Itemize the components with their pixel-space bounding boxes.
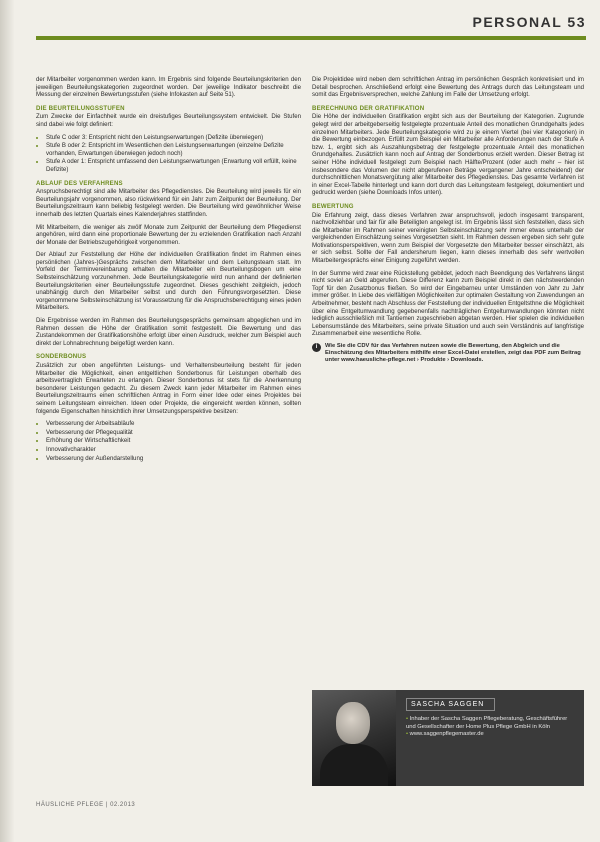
author-bullet: • Inhaber der Sascha Saggen Pflegeberatung, Geschäftsführer und Gesellschafter der Home Plus Pflege GmbH in Köln <box>406 716 578 731</box>
page-binding-shadow <box>0 0 14 842</box>
beurteilungsstufen-text: Zum Zwecke der Einfachheit wurde ein dreistufiges Beurteilungssystem entwickelt. Die Stufen sind dabei wie folgt definiert: <box>36 113 301 128</box>
list-item: • Stufe B oder 2: Entspricht im Wesentlichen den Leistungserwartungen (einzelne Defizite vorhanden, Erwartungen überwiegen jedoch noch) <box>46 142 301 157</box>
author-box <box>312 690 584 786</box>
ablauf-paragraph-3: Der Ablauf zur Feststellung der Höhe der individuellen Gratifikation findet im Rahmen eines persönlichen (Jahres-)Gesprächs zwischen dem Mitarbeiter und dem Leitungsteam statt. Im Vorfeld der Terminvereinbarung erhalten die Mitarbeiter ein Beurteilungsbogen um eine Selbsteinschätzung vorzunehmen. Jede Beurteilungskategorie wird nun anhand der definierten Beurteilungskriterien einer Beurteilungsstufe zugeordnet. Dieses geschieht zeitgleich, jedoch unabhängig durch den Mitarbeiter selbst und durch den Führungsvorgesetzten. Diese vorgenommene Selbsteinschätzung ist Voraussetzung für die Anspruchsberechtigung eines jeden Mitarbeiters. <box>36 251 301 312</box>
right-intro-paragraph: Die Projektidee wird neben dem schriftlichen Antrag im persönlichen Gespräch konkretisiert und im Detail besprochen. Anschließend erfolgt eine Bewertung des Antrags durch das Leitungsteam und somit das Ergebnisversprechen, welche Zahlung im Falle der Umsetzung erfolgt. <box>312 76 584 99</box>
section-heading-ablauf: ABLAUF DES VERFAHRENS <box>36 179 123 187</box>
berechnung-text: Die Höhe der individuellen Gratifikation ergibt sich aus der Beurteilung der Kategorien. Zugrunde gelegt wird der arbeitgeberseitig festgelegte prozentuale Anteil des monatlichen Grundgehalts jedes einzelnen Mitarbeiters. Jede Beurteilungskategorie wird zu je einem Viertel (bei vier Kategorien) in die Bewertung einbezogen. Erfüllt zum Beispiel ein Mitarbeiter alle Anforderungen nach der Stufe A bzw. 1, ergibt sich als Auszahlungsbetrag der festgelegte prozentuale Anteil des monatlichen Grundgehaltes. Zusätzlich kann noch auf Antrag der Sonderbonus erzielt werden. Dieser Betrag ist seiner Höhe individuell festgelegt zum Beispiel nach Hälfte/Prozent (oder auch mehr – hier ist insbesondere das Volumen der nicht abgerufenen Beträge vergangener Jahre entscheidend) der durchschnittlichen Monatsvergütung aller Mitarbeiter des Pflegedienstes. Das gesamte Verfahren ist in einer Excel-Tabelle hinterlegt und kann dort durch das Leitungsteam festgelegt, dokumentiert und gedruckt werden (siehe Downloads Infos unten). <box>312 113 584 197</box>
ablauf-paragraph-4: Die Ergebnisse werden im Rahmen des Beurteilungsgesprächs gemeinsam abgeglichen und im Rahmen dessen die Höhe der Gratifikation somit festgestellt. Die Bewertung und das Zustandekommen der Gratifikationshöhe erfolgt über einen Ausdruck, welcher zum Beispiel auch direkt der Lohnabrechnung beigefügt werden kann. <box>36 317 301 347</box>
ablauf-paragraph-2: Mit Mitarbeitern, die weniger als zwölf Monate zum Zeitpunkt der Beurteilung dem Pflegedienst angehören, wird dann eine proportionale Bewertung der zu erzielenden Gratifikation nach Anzahl der Monate der Betriebszugehörigkeit vorgenommen. <box>36 223 301 246</box>
download-tip <box>312 343 584 365</box>
list-item: • Verbesserung der Außendarstellung <box>46 455 301 463</box>
list-item: • Erhöhung der Wirtschaftlichkeit <box>46 437 301 445</box>
author-info <box>396 690 584 786</box>
info-icon: i <box>312 343 321 352</box>
ablauf-paragraph-1: Anspruchsberechtigt sind alle Mitarbeiter des Pflegedienstes. Die Beurteilung wird jeweils für ein Beurteilungsjahr vorgenommen, also rückwirkend für ein Jahr zum Zeitpunkt der Beurteilung. Der Beurteilungszeitraum kann beliebig festgelegt werden. Die Beurteilung wird gewöhnlicher Weise innerhalb des letzten Quartals eines Kalenderjahres stattfinden. <box>36 188 301 218</box>
author-website-link[interactable]: • www.saggenpflegemaster.de <box>406 731 578 739</box>
section-heading-beurteilungsstufen: DIE BEURTEILUNGSSTUFEN <box>36 104 125 112</box>
bewertung-paragraph-1: Die Erfahrung zeigt, dass dieses Verfahren zwar anspruchsvoll, jedoch insgesamt transparent, nachvollziehbar und fair für alle Beteiligten angelegt ist. Im Ergebnis lässt sich feststellen, dass sich die Mitarbeiter im Rahmen seiner vereinigten Selbsteinschätzung sehr immer etwas unterhalb der vergleichenden Einschätzung seines Vorgesetzten sieht. Im Rahmen dessen ergeben sich sehr gute Motivationsperspektiven, wenn zum Beispiel der Vorgesetzte den Mitarbeiter besser einschätzt, als er sich selbst. Sollte der Fall andersherum liegen, kann dieses innerhalb des sehr wertvollen Mitarbeitergesprächs einer Einigung zugeführt werden. <box>312 211 584 265</box>
list-item: • Verbesserung der Arbeitsabläufe <box>46 420 301 428</box>
author-photo <box>312 690 396 786</box>
page-title: PERSONAL 53 <box>472 14 586 30</box>
header-rule <box>36 36 586 40</box>
list-item: • Stufe C oder 3: Entspricht nicht den Leistungserwartungen (Defizite überwiegen) <box>46 134 301 142</box>
sonderbonus-text: Zusätzlich zur oben angeführten Leistungs- und Verhaltensbeurteilung besteht für jeden Mitarbeiter die Möglichkeit, einen entgeltlichen Sonderbonus für Leistungen oberhalb des arbeitsvertraglich Erwarteten zu erlangen. Dieser Sonderbonus ist stets für die Anerkennung besonderer Leistungen gedacht. Zu diesem Zweck kann jeder Mitarbeiter im Rahmen eines Beurteilungszeitraums einen schriftlichen Antrag in Form einer Idee oder eines Projektes bei seinem Leitungsteam einreichen. Ideen oder Projekte, die eingereicht werden können, sollten folgende Eigenschaften hinsichtlich ihrer Umsetzungsperspektive besitzen: <box>36 362 301 415</box>
sonderbonus-list <box>36 420 301 462</box>
author-name: SASCHA SAGGEN <box>406 698 495 711</box>
list-item: • Innovativcharakter <box>46 446 301 454</box>
bewertung-paragraph-2: In der Summe wird zwar eine Rückstellung gebildet, jedoch nach Beendigung des Verfahrens längst nicht soviel an Geld abgerufen. Diese Differenz kann zum Beispiel direkt in den nächstwerdenden Topf für den Zusatzbonus fließen. So wird der Eingebarneu unter Umständen von Jahr zu Jahr immer größer. In Liebe des vielfältigen Möglichkeiten zur optimalen Gestaltung von Zuwendungen an Arbeitnehmer, besteht nach Abschluss der Feststellung der individuellen Entgeltsthne die Möglichkeit über eine Entgeltumwandlung gegebenenfalls nachträglichen Entgeltumwandlungen könnten nicht lediglich ausschließlich mit Tantiemen zugeschrieben abgetan werden. Hier spielen die individuellen Lebensumstände des Mitarbeiters, seine private Situation und auch sein Verständnis auf langfristige Zusammenarbeit eine wesentliche Rolle. <box>312 269 585 338</box>
section-heading-berechnung: BERECHNUNG DER GRATIFIKATION <box>312 104 425 112</box>
download-tip-text: Wie Sie die CDV für das Verfahren nutzen sowie die Bewertung, den Abgleich und die Einschätzung des Mitarbeiters mithilfe einer Excel-Datei erstellen, zeigt das PDF zum Beitrag unter www.haeusliche-pflege.net › Produkte › Downloads. <box>325 343 581 364</box>
beurteilungsstufen-list <box>36 134 301 174</box>
section-heading-bewertung: BEWERTUNG <box>312 202 354 210</box>
section-heading-sonderbonus: SONDERBONUS <box>36 353 87 361</box>
page-footer: HÄUSLICHE PFLEGE | 02.2013 <box>36 802 136 808</box>
list-item: • Stufe A oder 1: Entspricht umfassend den Leistungserwartungen (Erwartung voll erfüllt, keine Defizite) <box>46 158 301 173</box>
right-column <box>312 76 584 365</box>
left-column <box>36 76 301 467</box>
list-item: • Verbesserung der Pflegequalität <box>46 429 301 437</box>
left-intro-paragraph: der Mitarbeiter vorgenommen werden kann. Im Ergebnis sind folgende Beurteilungskriterien den jeweiligen Beurteilungskategorien zugeordnet worden. Der jeweilige Indikator beschreibt die Messung der einzelnen Bewertungsstufen (siehe Infokasten auf Seite 51). <box>36 76 301 99</box>
author-bullets <box>406 716 578 739</box>
